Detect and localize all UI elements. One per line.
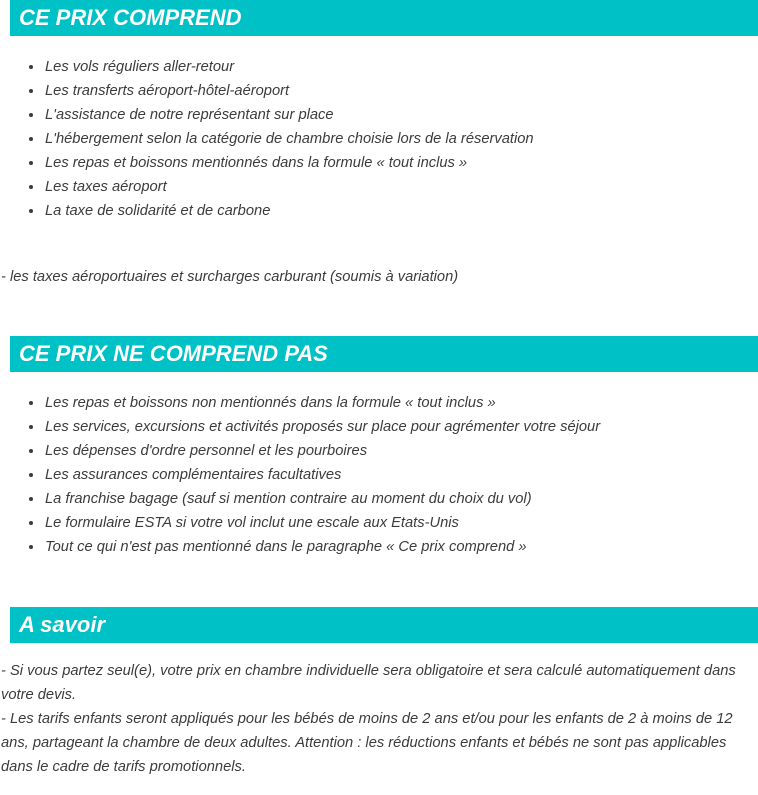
list-item: • Le formulaire ESTA si votre vol inclut une escale aux Etats-Unis — [44, 511, 746, 535]
list-item: • Les vols réguliers aller-retour — [44, 55, 746, 79]
section-header-price-includes: CE PRIX COMPREND — [10, 0, 758, 36]
section-good-to-know — [0, 607, 758, 779]
price-excludes-list — [0, 391, 758, 559]
list-item: • La franchise bagage (sauf si mention contraire au moment du choix du vol) — [44, 487, 746, 511]
list-item: • Les repas et boissons mentionnés dans la formule « tout inclus » — [44, 151, 746, 175]
list-item: • Les services, excursions et activités proposés sur place pour agrémenter votre séjour — [44, 415, 746, 439]
surcharge-note: - les taxes aéroportuaires et surcharges carburant (soumis à variation) — [1, 269, 459, 285]
section-price-excludes — [0, 336, 758, 559]
list-item: • Les transferts aéroport-hôtel-aéroport — [44, 79, 746, 103]
list-item: • L'hébergement selon la catégorie de chambre choisie lors de la réservation — [44, 127, 746, 151]
list-item: • Tout ce qui n'est pas mentionné dans le paragraphe « Ce prix comprend » — [44, 535, 746, 559]
list-item: • Les taxes aéroport — [44, 175, 746, 199]
paragraph-single-room: - Si vous partez seul(e), votre prix en chambre individuelle sera obligatoire et sera calculé automatiquement dans votre devis. — [1, 663, 736, 703]
section-price-includes — [0, 0, 758, 289]
paragraph-child-rates: - Les tarifs enfants seront appliqués pour les bébés de moins de 2 ans et/ou pour les enfants de 2 à moins de 12 ans, partageant la chambre de deux adultes. Attention : les réductions enfants et bébés ne sont pas applicables dans le cadre de tarifs promotionnels. — [1, 711, 733, 775]
list-item: • L'assistance de notre représentant sur place — [44, 103, 746, 127]
list-item: • La taxe de solidarité et de carbone — [44, 199, 746, 223]
list-item: • Les repas et boissons non mentionnés dans la formule « tout inclus » — [44, 391, 746, 415]
section-header-price-excludes: CE PRIX NE COMPREND PAS — [10, 336, 758, 372]
section-header-good-to-know: A savoir — [10, 607, 758, 643]
good-to-know-text — [1, 659, 752, 779]
price-includes-list — [0, 55, 758, 223]
list-item: • Les assurances complémentaires facultatives — [44, 463, 746, 487]
list-item: • Les dépenses d'ordre personnel et les pourboires — [44, 439, 746, 463]
